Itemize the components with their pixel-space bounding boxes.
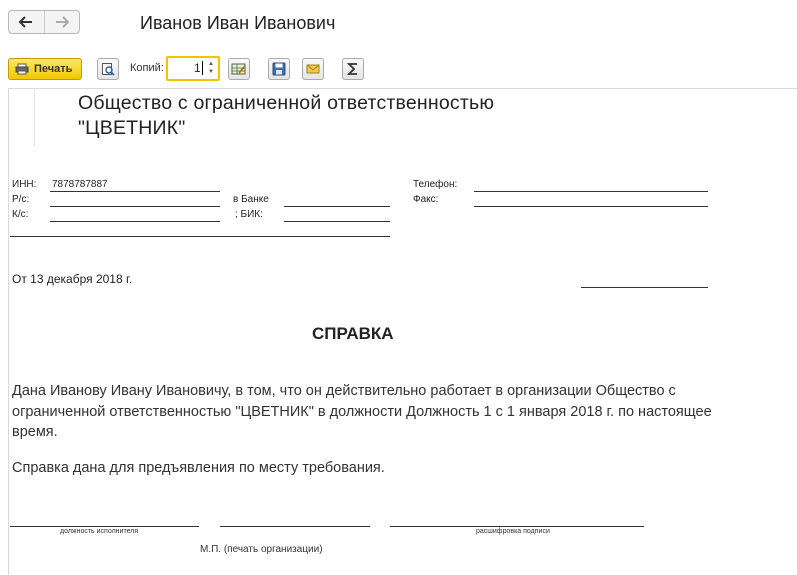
- fax-label: Факс:: [413, 194, 439, 205]
- edit-table-icon: [231, 62, 247, 76]
- save-button[interactable]: [268, 58, 290, 80]
- back-button[interactable]: [9, 11, 44, 33]
- requisites-bottom-line: [10, 236, 390, 237]
- navigation-buttons: [8, 10, 80, 34]
- print-button-label: Печать: [34, 63, 73, 75]
- bik-underline: [284, 221, 390, 222]
- window-title: Иванов Иван Иванович: [140, 13, 336, 33]
- email-icon: [306, 63, 320, 75]
- inn-label: ИНН:: [12, 179, 37, 190]
- preview-icon: [101, 62, 115, 76]
- signature-line: [220, 526, 370, 527]
- ks-label: К/с:: [12, 209, 29, 220]
- arrow-left-icon: [18, 16, 34, 28]
- copies-spin-icon[interactable]: ▲ ▼: [208, 61, 214, 75]
- arrow-right-icon: [54, 16, 70, 28]
- bank-underline: [284, 206, 390, 207]
- sum-button[interactable]: [342, 58, 364, 80]
- document-area: [8, 88, 797, 575]
- org-name-line1: Общество с ограниченной ответственностью: [78, 92, 495, 114]
- print-button[interactable]: [8, 58, 82, 80]
- org-name-line2: "ЦВЕТНИК": [78, 117, 186, 139]
- printer-icon: [15, 63, 29, 75]
- decoding-caption: расшифровка подписи: [476, 528, 550, 535]
- fax-underline: [474, 206, 708, 207]
- document-date: От 13 декабря 2018 г.: [12, 272, 133, 286]
- phone-label: Телефон:: [413, 179, 458, 190]
- copies-label: Копий:: [130, 62, 164, 74]
- inn-value: 7878787887: [52, 179, 108, 190]
- edit-table-button[interactable]: [228, 58, 250, 80]
- phone-underline: [474, 191, 708, 192]
- document-title: СПРАВКА: [312, 324, 394, 343]
- copies-value: 1: [194, 61, 201, 75]
- page-margin-line: [34, 88, 35, 146]
- certificate-body: Дана Иванову Ивану Ивановичу, в том, что он действительно работает в организации Общество с ограниченной ответственностью "ЦВЕТНИК" в должности Должность 1 с 1 января 2018 г. по настоящее время.: [12, 383, 712, 440]
- sum-icon: [346, 62, 360, 76]
- certificate-purpose: Справка дана для предъявления по месту требования.: [12, 460, 385, 476]
- bik-label: ; БИК:: [235, 209, 263, 220]
- rs-label: Р/с:: [12, 194, 30, 205]
- forward-button[interactable]: [44, 11, 80, 33]
- copies-input[interactable]: [166, 56, 220, 81]
- email-button[interactable]: [302, 58, 324, 80]
- ks-underline: [50, 221, 220, 222]
- rs-underline: [50, 206, 220, 207]
- stamp-caption: М.П. (печать организации): [200, 544, 323, 555]
- bank-label: в Банке: [233, 194, 269, 205]
- position-signature-line: [10, 526, 199, 527]
- preview-button[interactable]: [97, 58, 119, 80]
- position-caption: должность исполнителя: [60, 528, 139, 535]
- document-number-underline: [581, 287, 708, 288]
- decoding-signature-line: [390, 526, 644, 527]
- save-icon: [272, 62, 286, 76]
- inn-underline: [50, 191, 220, 192]
